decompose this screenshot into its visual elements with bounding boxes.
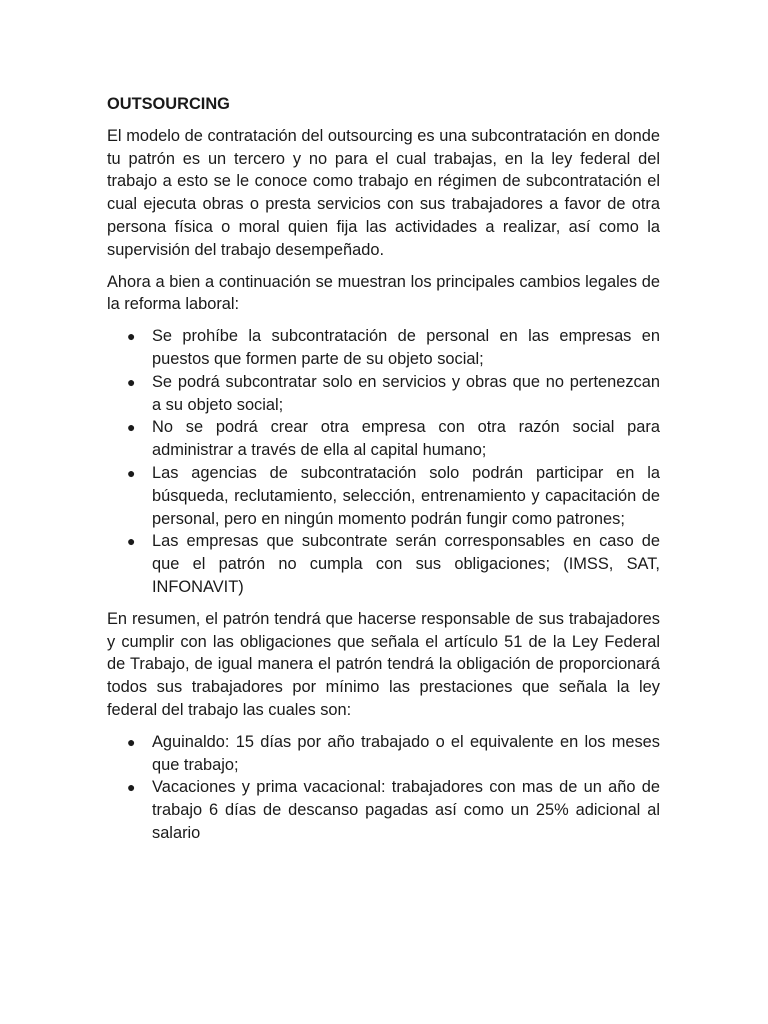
list-item <box>107 530 660 598</box>
bullet-icon: ● <box>127 373 136 390</box>
list-item-text: Las agencias de subcontratación solo podrán participar en la búsqueda, reclutamiento, selección, entrenamiento y capacitación de personal, pero en ningún momento podrán fungir como patrones; <box>152 463 660 528</box>
bullet-icon: ● <box>127 779 136 796</box>
reform-intro-paragraph: Ahora a bien a continuación se muestran los principales cambios legales de la reforma laboral: <box>107 272 660 314</box>
reform-changes-list <box>107 325 660 599</box>
bullet-icon: ● <box>127 464 136 481</box>
bullet-icon: ● <box>127 419 136 436</box>
document-title: OUTSOURCING <box>107 95 230 113</box>
bullet-icon: ● <box>127 533 136 550</box>
list-item <box>107 371 660 417</box>
list-item <box>107 462 660 530</box>
benefits-list <box>107 731 660 845</box>
intro-paragraph: El modelo de contratación del outsourcing es una subcontratación en donde tu patrón es un tercero y no para el cual trabajas, en la ley federal del trabajo a esto se le conoce como trabajo en régimen de subcontratación el cual ejecuta obras o presta servicios con sus trabajadores a favor de otra persona física o moral quien fija las actividades a realizar, así como la supervisión del trabajo desempeñado. <box>107 126 660 259</box>
list-item-text: Se podrá subcontratar solo en servicios y obras que no pertenezcan a su objeto social; <box>152 372 660 414</box>
list-item-text: Vacaciones y prima vacacional: trabajadores con mas de un año de trabajo 6 días de descanso pagadas así como un 25% adicional al salario <box>152 778 660 842</box>
list-item <box>107 416 660 462</box>
list-item-text: Las empresas que subcontrate serán corresponsables en caso de que el patrón no cumpla con sus obligaciones; (IMSS, SAT, INFONAVIT) <box>152 532 660 596</box>
list-item-text: No se podrá crear otra empresa con otra razón social para administrar a través de ella al capital humano; <box>152 418 660 460</box>
bullet-icon: ● <box>127 328 136 345</box>
list-item <box>107 325 660 371</box>
list-item <box>107 731 660 777</box>
list-item-text: Aguinaldo: 15 días por año trabajado o el equivalente en los meses que trabajo; <box>152 732 660 774</box>
list-item-text: Se prohíbe la subcontratación de personal en las empresas en puestos que formen parte de su objeto social; <box>152 327 660 368</box>
bullet-icon: ● <box>127 733 136 750</box>
list-item <box>107 776 660 844</box>
summary-paragraph: En resumen, el patrón tendrá que hacerse responsable de sus trabajadores y cumplir con las obligaciones que señala el artículo 51 de la Ley Federal de Trabajo, de igual manera el patrón tendrá la obligación de proporcionará todos sus trabajadores por mínimo las prestaciones que señala la ley federal del trabajo las cuales son: <box>107 609 660 719</box>
document-page <box>107 93 660 854</box>
